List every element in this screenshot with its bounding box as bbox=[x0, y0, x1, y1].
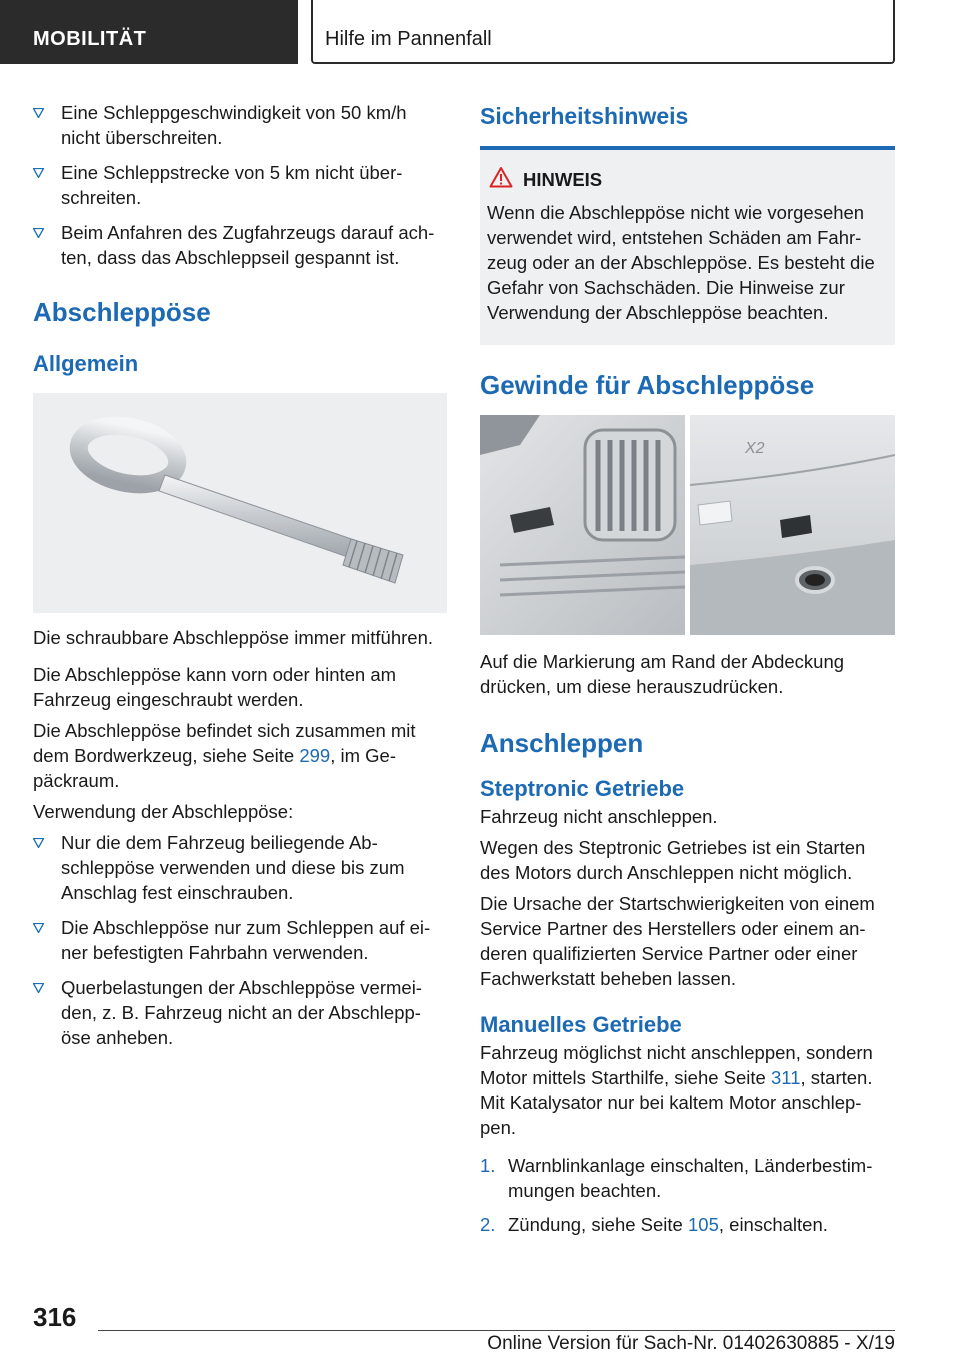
left-column bbox=[33, 100, 447, 1060]
page-link[interactable]: 105 bbox=[688, 1214, 719, 1235]
footer-text: Online Version für Sach-Nr. 01402630885 - X/19 bbox=[487, 1333, 895, 1354]
paragraph: Auf die Markierung am Rand der Abdeckung drücken, um diese herauszudrücken. bbox=[480, 651, 845, 697]
subheading-steptronic: Steptronic Getriebe bbox=[480, 776, 685, 801]
towing-eye-illustration bbox=[33, 393, 447, 613]
heading-towing-eye: Abschleppöse bbox=[33, 297, 211, 327]
page-number: 316 bbox=[33, 1302, 77, 1332]
paragraph: Die Ursache der Startschwierigkeiten von einem Service Partner des Herstellers oder einem an-deren qualifizierten Service Partner oder einer Fachwerkstatt beheben lassen. bbox=[480, 893, 875, 989]
bumper-image bbox=[480, 415, 895, 635]
paragraph: Wegen des Steptronic Getriebes ist ein Starten des Motors durch Anschleppen nicht möglich. bbox=[480, 837, 866, 883]
list-item: 2. Zündung, siehe Seite 105, einschalten. bbox=[480, 1214, 828, 1235]
triangle-bullet-icon bbox=[33, 830, 44, 848]
list-item: Nur die dem Fahrzeug beiliegende Ab-schleppöse verwenden und diese bis zum Anschlag fest einschrauben. bbox=[33, 830, 447, 905]
page-link[interactable]: 311 bbox=[770, 1067, 801, 1088]
triangle-bullet-icon bbox=[33, 975, 44, 993]
heading-safety-notice: Sicherheitshinweis bbox=[480, 103, 689, 129]
notice-title: HINWEIS bbox=[487, 166, 887, 194]
triangle-bullet-icon bbox=[33, 915, 44, 933]
bumper-illustration bbox=[480, 415, 895, 635]
triangle-bullet-icon bbox=[33, 220, 44, 238]
paragraph: Die Abschleppöse befindet sich zusammen mit dem Bordwerkzeug, siehe Seite 299, im Ge-päckraum. bbox=[33, 720, 416, 791]
paragraph: Verwendung der Abschleppöse: bbox=[33, 801, 294, 822]
footer-divider bbox=[98, 1330, 895, 1331]
list-item: Eine Schleppstrecke von 5 km nicht über-schreiten. bbox=[33, 160, 447, 210]
warning-triangle-icon bbox=[489, 166, 513, 194]
steps-list bbox=[480, 1153, 895, 1237]
list-item: Beim Anfahren des Zugfahrzeugs darauf ach-ten, dass das Abschleppseil gespannt ist. bbox=[33, 220, 447, 270]
tow-rules-list bbox=[33, 100, 447, 270]
chapter-tab bbox=[311, 0, 895, 64]
paragraph: Fahrzeug möglichst nicht anschleppen, sondern Motor mittels Starthilfe, siehe Seite 311, starten. Mit Katalysator nur bei kaltem Motor anschlep-pen. bbox=[480, 1042, 873, 1138]
section-tab bbox=[0, 0, 298, 64]
subheading-manual: Manuelles Getriebe bbox=[480, 1012, 682, 1037]
subheading-general: Allgemein bbox=[33, 351, 139, 376]
list-item: Eine Schleppgeschwindigkeit von 50 km/h nicht überschreiten. bbox=[33, 100, 447, 150]
paragraph: Die Abschleppöse kann vorn oder hinten am Fahrzeug eingeschraubt werden. bbox=[33, 664, 397, 710]
list-item: Die Abschleppöse nur zum Schleppen auf ei-ner befestigten Fahrbahn verwenden. bbox=[33, 915, 447, 965]
section-title: MOBILITÄT bbox=[33, 28, 147, 50]
towing-eye-image bbox=[33, 393, 447, 613]
list-item: 1. Warnblinkanlage einschalten, Länderbestim-mungen beachten. bbox=[480, 1155, 873, 1201]
triangle-bullet-icon bbox=[33, 100, 44, 118]
model-badge: X2 bbox=[745, 440, 765, 457]
right-column bbox=[480, 100, 895, 1246]
heading-thread: Gewinde für Abschleppöse bbox=[480, 370, 815, 400]
paragraph: Fahrzeug nicht anschleppen. bbox=[480, 806, 718, 827]
page-link[interactable]: 299 bbox=[299, 745, 331, 766]
paragraph: Die schraubbare Abschleppöse immer mitführen. bbox=[33, 627, 433, 648]
notice-box bbox=[480, 146, 895, 345]
notice-text: Wenn die Abschleppöse nicht wie vorgesehen verwendet wird, entstehen Schäden am Fahr-zeug oder an der Abschleppöse. Es besteht die Gefahr von Sachschäden. Die Hinweise zur Verwendung der Abschleppöse beachten. bbox=[487, 202, 875, 323]
usage-list bbox=[33, 830, 447, 1050]
heading-tow-start: Anschleppen bbox=[480, 728, 644, 758]
triangle-bullet-icon bbox=[33, 160, 44, 178]
chapter-title: Hilfe im Pannenfall bbox=[325, 28, 492, 50]
list-item: Querbelastungen der Abschleppöse vermei-den, z. B. Fahrzeug nicht an der Abschlepp-öse anheben. bbox=[33, 975, 447, 1050]
